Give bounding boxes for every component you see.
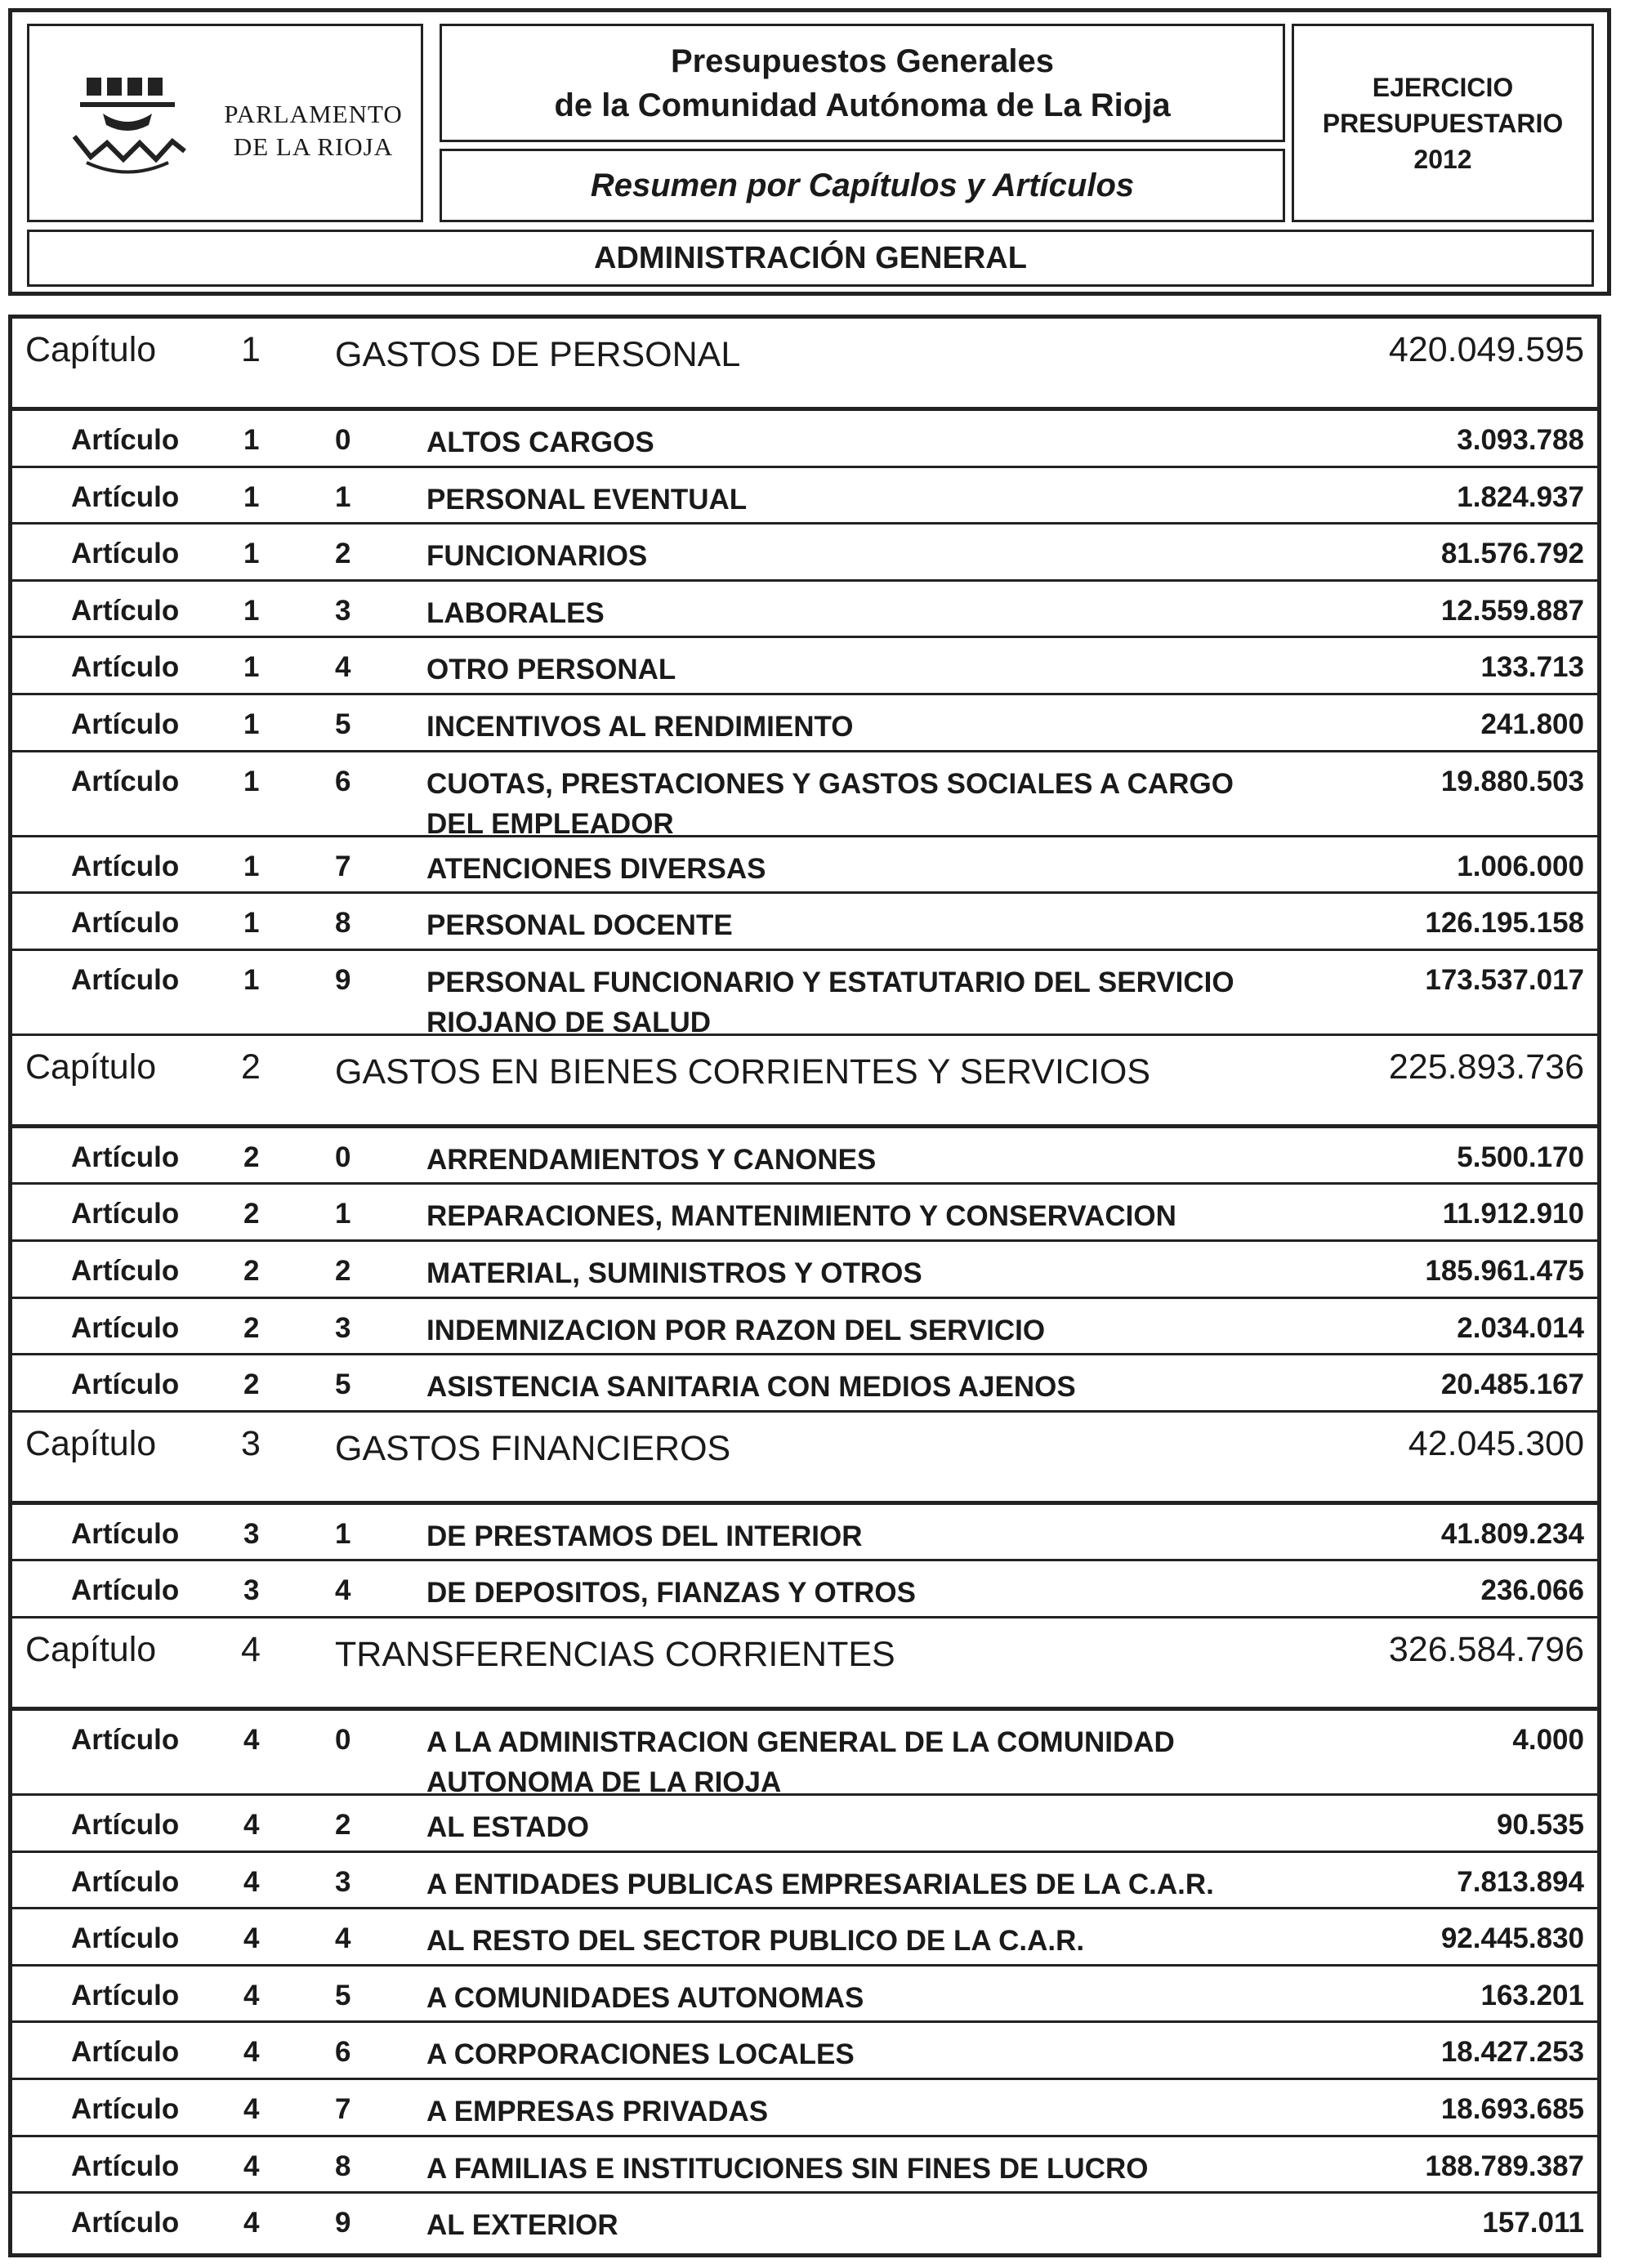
article-number: 0 xyxy=(335,1141,351,1173)
article-label: Artículo xyxy=(71,1368,180,1401)
article-chapter: 4 xyxy=(243,1979,260,2011)
article-name: ATENCIONES DIVERSAS xyxy=(426,852,766,885)
article-number: 4 xyxy=(335,651,351,684)
article-name: ARRENDAMIENTOS Y CANONES xyxy=(426,1143,877,1176)
article-label: Artículo xyxy=(71,765,180,797)
article-name: CUOTAS, PRESTACIONES Y GASTOS SOCIALES A CARGO DEL EMPLEADOR xyxy=(426,767,1234,840)
chapter-name: GASTOS FINANCIEROS xyxy=(335,1428,731,1468)
article-number: 4 xyxy=(335,1922,351,1955)
article-number: 9 xyxy=(335,963,351,996)
article-row xyxy=(12,1128,1597,1185)
article-name: INDEMNIZACION POR RAZON DEL SERVICIO xyxy=(426,1314,1046,1346)
subtitle-box xyxy=(440,149,1285,222)
article-label: Artículo xyxy=(71,1809,180,1841)
article-chapter: 2 xyxy=(243,1141,260,1173)
article-amount: 126.195.158 xyxy=(1425,907,1584,940)
article-row xyxy=(12,1242,1597,1299)
chapter-amount: 420.049.595 xyxy=(1388,330,1584,369)
article-amount: 20.485.167 xyxy=(1440,1368,1584,1401)
article-number: 0 xyxy=(335,1724,351,1756)
article-chapter: 1 xyxy=(243,538,260,570)
chapter-name: GASTOS DE PERSONAL xyxy=(335,335,741,374)
article-name: AL RESTO DEL SECTOR PUBLICO DE LA C.A.R. xyxy=(426,1925,1085,1958)
article-amount: 1.824.937 xyxy=(1457,480,1584,513)
article-name: INCENTIVOS AL RENDIMIENTO xyxy=(426,711,854,743)
article-amount: 18.693.685 xyxy=(1440,2093,1584,2125)
article-amount: 41.809.234 xyxy=(1440,1517,1584,1550)
article-label: Artículo xyxy=(71,1922,180,1955)
article-number: 4 xyxy=(335,1574,351,1607)
chapter-label: Capítulo xyxy=(25,1047,157,1087)
article-amount: 188.789.387 xyxy=(1425,2150,1584,2182)
article-number: 3 xyxy=(335,1311,351,1344)
article-amount: 236.066 xyxy=(1480,1574,1584,1607)
chapter-row xyxy=(12,1036,1597,1128)
chapter-name: GASTOS EN BIENES CORRIENTES Y SERVICIOS xyxy=(335,1051,1151,1092)
article-chapter: 1 xyxy=(243,708,260,740)
article-name: FUNCIONARIOS xyxy=(426,540,648,573)
article-name: AL EXTERIOR xyxy=(426,2209,618,2242)
article-chapter: 1 xyxy=(243,594,260,627)
article-name: A ENTIDADES PUBLICAS EMPRESARIALES DE LA C.A.R. xyxy=(426,1868,1214,1900)
article-name: MATERIAL, SUMINISTROS Y OTROS xyxy=(426,1257,922,1289)
article-number: 1 xyxy=(335,1198,351,1230)
article-row xyxy=(12,468,1597,525)
article-chapter: 2 xyxy=(243,1368,260,1401)
article-name: ALTOS CARGOS xyxy=(426,426,654,458)
article-chapter: 4 xyxy=(243,1922,260,1955)
article-number: 3 xyxy=(335,594,351,627)
article-chapter: 1 xyxy=(243,907,260,940)
article-chapter: 4 xyxy=(243,2150,260,2182)
article-chapter: 2 xyxy=(243,1311,260,1344)
article-name: PERSONAL DOCENTE xyxy=(426,909,733,942)
section-box xyxy=(27,230,1594,287)
article-name: ASISTENCIA SANITARIA CON MEDIOS AJENOS xyxy=(426,1371,1076,1404)
article-chapter: 4 xyxy=(243,2207,260,2239)
article-amount: 19.880.503 xyxy=(1440,765,1584,797)
article-amount: 1.006.000 xyxy=(1457,850,1584,882)
article-number: 2 xyxy=(335,1809,351,1841)
article-row xyxy=(12,1185,1597,1242)
article-row xyxy=(12,1967,1597,2024)
logo-line-2: DE LA RIOJA xyxy=(233,132,394,161)
article-chapter: 1 xyxy=(243,765,260,797)
article-row xyxy=(12,1853,1597,1910)
article-row xyxy=(12,1355,1597,1413)
article-amount: 3.093.788 xyxy=(1457,424,1584,456)
article-label: Artículo xyxy=(71,2207,180,2239)
article-number: 5 xyxy=(335,1979,351,2011)
article-row xyxy=(12,411,1597,468)
article-label: Artículo xyxy=(71,1517,180,1550)
article-number: 1 xyxy=(335,1517,351,1550)
article-label: Artículo xyxy=(71,1724,180,1756)
article-label: Artículo xyxy=(71,2093,180,2125)
article-name: A EMPRESAS PRIVADAS xyxy=(426,2096,769,2127)
title-line-1: Presupuestos Generales xyxy=(670,42,1055,79)
article-number: 2 xyxy=(335,1255,351,1287)
article-amount: 5.500.170 xyxy=(1457,1141,1584,1173)
article-label: Artículo xyxy=(71,907,180,940)
article-number: 6 xyxy=(335,765,351,797)
article-number: 5 xyxy=(335,1368,351,1401)
ejercicio-year: 2012 xyxy=(1413,144,1472,174)
parliament-crown-icon xyxy=(70,71,201,177)
article-row xyxy=(12,837,1597,895)
article-amount: 11.912.910 xyxy=(1442,1198,1584,1230)
article-row xyxy=(12,894,1597,951)
logo-box xyxy=(27,24,423,222)
article-number: 5 xyxy=(335,708,351,740)
article-row xyxy=(12,2194,1597,2251)
article-row xyxy=(12,951,1597,1036)
article-label: Artículo xyxy=(71,1979,180,2011)
subtitle: Resumen por Capítulos y Artículos xyxy=(590,167,1135,203)
article-row xyxy=(12,1796,1597,1853)
article-name: PERSONAL FUNCIONARIO Y ESTATUTARIO DEL SERVICIO RIOJANO DE SALUD xyxy=(426,966,1234,1038)
article-number: 7 xyxy=(335,2093,351,2125)
article-number: 0 xyxy=(335,424,351,456)
article-amount: 7.813.894 xyxy=(1457,1865,1584,1898)
article-chapter: 1 xyxy=(243,480,260,513)
article-label: Artículo xyxy=(71,594,180,627)
article-row xyxy=(12,695,1597,752)
article-label: Artículo xyxy=(71,538,180,570)
title-box xyxy=(440,24,1285,142)
article-name: A LA ADMINISTRACION GENERAL DE LA COMUNIDAD AUTONOMA DE LA RIOJA xyxy=(426,1726,1175,1798)
article-chapter: 1 xyxy=(243,850,260,882)
chapter-label: Capítulo xyxy=(25,1630,157,1669)
article-chapter: 4 xyxy=(243,2036,260,2069)
title-line-2: de la Comunidad Autónoma de La Rioja xyxy=(554,87,1171,123)
article-number: 8 xyxy=(335,2150,351,2182)
article-label: Artículo xyxy=(71,850,180,882)
article-row xyxy=(12,1299,1597,1356)
ejercicio-box xyxy=(1292,24,1594,222)
chapter-name: TRANSFERENCIAS CORRIENTES xyxy=(335,1635,895,1674)
article-chapter: 3 xyxy=(243,1517,260,1550)
article-row xyxy=(12,2080,1597,2137)
article-label: Artículo xyxy=(71,1141,180,1173)
article-name: LABORALES xyxy=(426,596,605,629)
chapter-amount: 326.584.796 xyxy=(1388,1630,1584,1669)
article-row xyxy=(12,525,1597,582)
article-row xyxy=(12,1505,1597,1562)
article-amount: 133.713 xyxy=(1480,651,1584,684)
chapter-label: Capítulo xyxy=(25,330,157,369)
article-label: Artículo xyxy=(71,1865,180,1898)
article-name: A COMUNIDADES AUTONOMAS xyxy=(426,1981,864,2014)
article-name: DE PRESTAMOS DEL INTERIOR xyxy=(426,1520,863,1552)
article-chapter: 4 xyxy=(243,1809,260,1841)
article-chapter: 2 xyxy=(243,1198,260,1230)
budget-table xyxy=(8,315,1601,2257)
article-amount: 90.535 xyxy=(1496,1809,1584,1841)
article-name: A FAMILIAS E INSTITUCIONES SIN FINES DE LUCRO xyxy=(426,2152,1149,2185)
article-chapter: 1 xyxy=(243,963,260,996)
article-row xyxy=(12,2137,1597,2194)
article-label: Artículo xyxy=(71,1574,180,1607)
article-row xyxy=(12,1909,1597,1967)
logo-line-1: PARLAMENTO xyxy=(224,100,403,128)
article-name: A CORPORACIONES LOCALES xyxy=(426,2038,855,2071)
article-row xyxy=(12,1711,1597,1796)
article-row xyxy=(12,2023,1597,2080)
chapter-number: 3 xyxy=(241,1423,261,1463)
article-chapter: 3 xyxy=(243,1574,260,1607)
article-label: Artículo xyxy=(71,1198,180,1230)
article-chapter: 1 xyxy=(243,424,260,456)
article-row xyxy=(12,582,1597,639)
document-header xyxy=(8,8,1611,296)
article-amount: 81.576.792 xyxy=(1440,538,1584,570)
article-name: DE DEPOSITOS, FIANZAS Y OTROS xyxy=(426,1577,916,1609)
chapter-amount: 225.893.736 xyxy=(1388,1047,1584,1087)
chapter-number: 4 xyxy=(241,1630,261,1669)
article-label: Artículo xyxy=(71,708,180,740)
article-chapter: 4 xyxy=(243,1724,260,1756)
article-number: 9 xyxy=(335,2207,351,2239)
article-amount: 173.537.017 xyxy=(1425,963,1584,996)
article-amount: 18.427.253 xyxy=(1440,2036,1584,2069)
article-number: 7 xyxy=(335,850,351,882)
article-label: Artículo xyxy=(71,1311,180,1344)
article-label: Artículo xyxy=(71,2150,180,2182)
article-chapter: 1 xyxy=(243,651,260,684)
chapter-row xyxy=(12,1618,1597,1711)
chapter-row xyxy=(12,1413,1597,1505)
article-row xyxy=(12,752,1597,840)
article-chapter: 4 xyxy=(243,2093,260,2125)
article-row xyxy=(12,1561,1597,1618)
article-number: 1 xyxy=(335,480,351,513)
article-number: 2 xyxy=(335,538,351,570)
article-name: AL ESTADO xyxy=(426,1811,589,1843)
article-amount: 241.800 xyxy=(1480,708,1584,740)
article-amount: 92.445.830 xyxy=(1440,1922,1584,1955)
article-label: Artículo xyxy=(71,1255,180,1287)
article-row xyxy=(12,638,1597,695)
chapter-number: 2 xyxy=(241,1047,261,1087)
article-name: PERSONAL EVENTUAL xyxy=(426,483,748,516)
article-label: Artículo xyxy=(71,2036,180,2069)
chapter-number: 1 xyxy=(241,330,261,369)
article-amount: 163.201 xyxy=(1480,1979,1584,2011)
article-label: Artículo xyxy=(71,963,180,996)
article-number: 6 xyxy=(335,2036,351,2069)
article-amount: 12.559.887 xyxy=(1440,594,1584,627)
article-label: Artículo xyxy=(71,424,180,456)
article-label: Artículo xyxy=(71,480,180,513)
article-amount: 4.000 xyxy=(1512,1724,1584,1756)
article-chapter: 4 xyxy=(243,1865,260,1898)
article-amount: 2.034.014 xyxy=(1457,1311,1584,1344)
article-name: OTRO PERSONAL xyxy=(426,654,676,686)
chapter-row xyxy=(12,319,1597,411)
section-title: ADMINISTRACIÓN GENERAL xyxy=(594,240,1027,275)
article-label: Artículo xyxy=(71,651,180,684)
article-number: 3 xyxy=(335,1865,351,1898)
article-amount: 157.011 xyxy=(1482,2207,1584,2239)
ejercicio-line-2: PRESUPUESTARIO xyxy=(1322,108,1564,138)
chapter-amount: 42.045.300 xyxy=(1408,1423,1584,1463)
article-chapter: 2 xyxy=(243,1255,260,1287)
ejercicio-line-1: EJERCICIO xyxy=(1372,72,1514,102)
article-number: 8 xyxy=(335,907,351,940)
chapter-label: Capítulo xyxy=(25,1423,157,1463)
article-amount: 185.961.475 xyxy=(1425,1255,1584,1287)
article-name: REPARACIONES, MANTENIMIENTO Y CONSERVACION xyxy=(426,1200,1176,1233)
